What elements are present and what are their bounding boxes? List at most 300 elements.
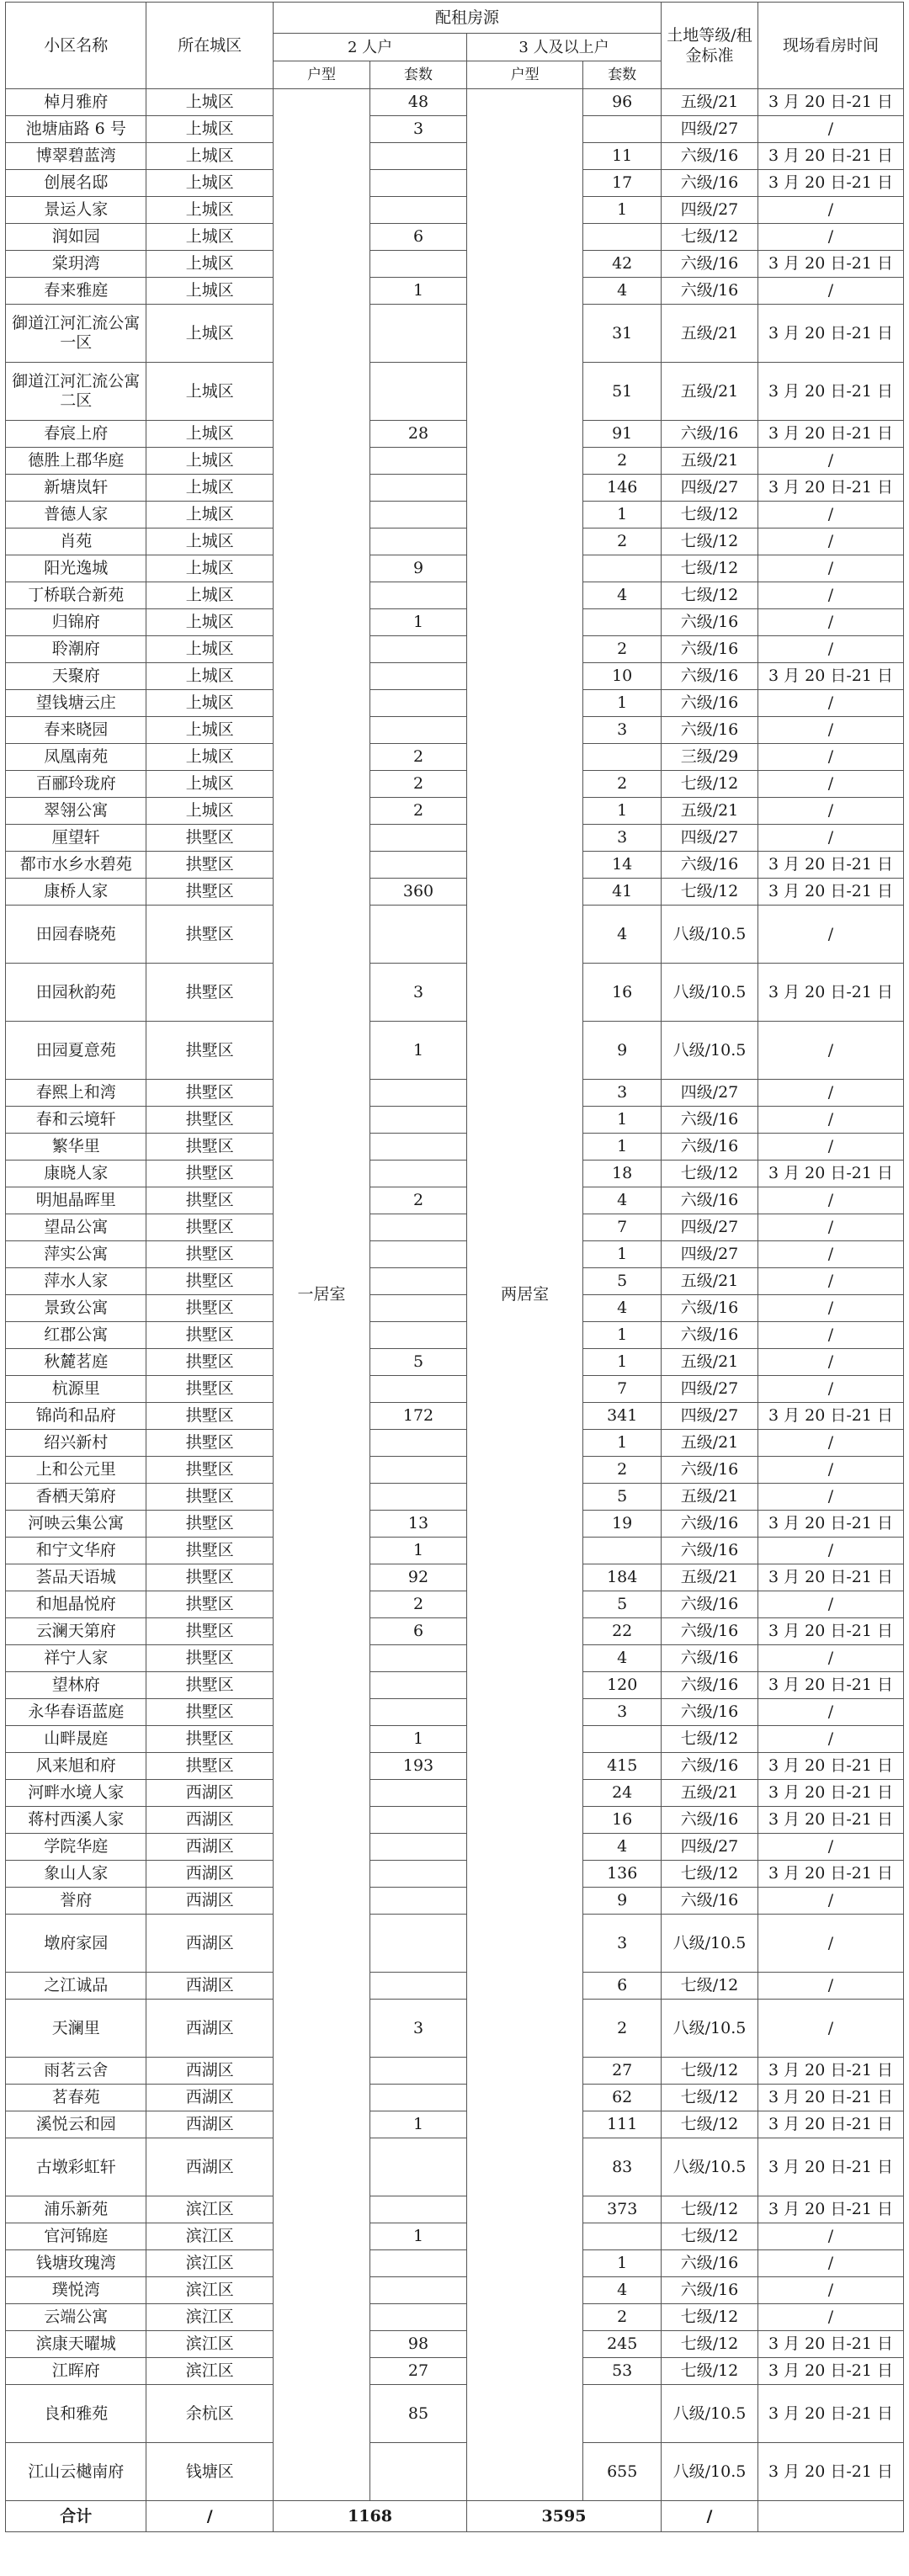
district-cell: 拱墅区 bbox=[146, 825, 274, 852]
district-cell: 拱墅区 bbox=[146, 1187, 274, 1214]
district-cell: 上城区 bbox=[146, 475, 274, 502]
three-plus-count: 4 bbox=[583, 1834, 662, 1861]
district-cell: 滨江区 bbox=[146, 2304, 274, 2331]
three-plus-count: 19 bbox=[583, 1511, 662, 1538]
district-cell: 拱墅区 bbox=[146, 1753, 274, 1780]
community-name: 春来雅庭 bbox=[6, 278, 146, 305]
table-row bbox=[6, 224, 904, 251]
community-name: 江山云樾南府 bbox=[6, 2443, 146, 2501]
two-person-count bbox=[370, 170, 467, 197]
land-grade-cell: 七级/12 bbox=[662, 2111, 758, 2138]
viewing-time-cell: 3 月 20 日-21 日 bbox=[758, 1861, 903, 1888]
table-row bbox=[6, 1645, 904, 1672]
community-name: 璞悦湾 bbox=[6, 2277, 146, 2304]
table-row bbox=[6, 1834, 904, 1861]
community-name: 肖苑 bbox=[6, 528, 146, 555]
header-unit-type-two: 户型 bbox=[274, 61, 370, 89]
land-grade-cell: 六级/16 bbox=[662, 1618, 758, 1645]
community-name: 官河锦庭 bbox=[6, 2223, 146, 2250]
land-grade-cell: 六级/16 bbox=[662, 852, 758, 879]
two-person-count bbox=[370, 1107, 467, 1134]
two-person-count bbox=[370, 582, 467, 609]
two-person-count: 172 bbox=[370, 1403, 467, 1430]
community-name: 江晖府 bbox=[6, 2358, 146, 2385]
land-grade-cell: 六级/16 bbox=[662, 663, 758, 690]
land-grade-cell: 八级/10.5 bbox=[662, 2138, 758, 2196]
two-person-count bbox=[370, 251, 467, 278]
community-name: 御道江河汇流公寓二区 bbox=[6, 363, 146, 421]
viewing-time-cell: / bbox=[758, 1973, 903, 2000]
district-cell: 西湖区 bbox=[146, 2085, 274, 2111]
district-cell: 上城区 bbox=[146, 224, 274, 251]
viewing-time-cell: / bbox=[758, 1888, 903, 1915]
viewing-time-cell: / bbox=[758, 906, 903, 964]
two-person-count bbox=[370, 1484, 467, 1511]
community-name: 云澜天第府 bbox=[6, 1618, 146, 1645]
district-cell: 拱墅区 bbox=[146, 1268, 274, 1295]
total-row bbox=[6, 2501, 904, 2532]
viewing-time-cell: / bbox=[758, 609, 903, 636]
district-cell: 西湖区 bbox=[146, 1807, 274, 1834]
two-person-count: 2 bbox=[370, 798, 467, 825]
two-person-count bbox=[370, 1780, 467, 1807]
table-row bbox=[6, 1538, 904, 1564]
table-row bbox=[6, 798, 904, 825]
two-person-count bbox=[370, 2443, 467, 2501]
land-grade-cell: 六级/16 bbox=[662, 421, 758, 448]
table-row bbox=[6, 2223, 904, 2250]
viewing-time-cell: 3 月 20 日-21 日 bbox=[758, 2385, 903, 2443]
land-grade-cell: 六级/16 bbox=[662, 690, 758, 717]
table-row bbox=[6, 1080, 904, 1107]
two-person-count bbox=[370, 502, 467, 528]
three-plus-count: 96 bbox=[583, 89, 662, 116]
district-cell: 上城区 bbox=[146, 305, 274, 363]
viewing-time-cell: / bbox=[758, 1322, 903, 1349]
three-plus-count: 51 bbox=[583, 363, 662, 421]
table-row bbox=[6, 1349, 904, 1376]
land-grade-cell: 七级/12 bbox=[662, 555, 758, 582]
land-grade-cell: 八级/10.5 bbox=[662, 906, 758, 964]
two-person-count: 1 bbox=[370, 1538, 467, 1564]
three-plus-count: 4 bbox=[583, 1295, 662, 1322]
table-row bbox=[6, 879, 904, 906]
land-grade-cell: 六级/16 bbox=[662, 1511, 758, 1538]
community-name: 春宸上府 bbox=[6, 421, 146, 448]
land-grade-cell: 六级/16 bbox=[662, 1134, 758, 1161]
viewing-time-cell: / bbox=[758, 1538, 903, 1564]
land-grade-cell: 六级/16 bbox=[662, 1322, 758, 1349]
header-count-two: 套数 bbox=[370, 61, 467, 89]
viewing-time-cell: / bbox=[758, 555, 903, 582]
viewing-time-cell: 3 月 20 日-21 日 bbox=[758, 2058, 903, 2085]
land-grade-cell: 七级/12 bbox=[662, 1161, 758, 1187]
viewing-time-cell: 3 月 20 日-21 日 bbox=[758, 1780, 903, 1807]
viewing-time-cell: / bbox=[758, 690, 903, 717]
viewing-time-cell: 3 月 20 日-21 日 bbox=[758, 475, 903, 502]
viewing-time-cell: / bbox=[758, 224, 903, 251]
three-plus-count: 4 bbox=[583, 1187, 662, 1214]
two-person-count bbox=[370, 1973, 467, 2000]
two-person-count: 13 bbox=[370, 1511, 467, 1538]
community-name: 田园春晓苑 bbox=[6, 906, 146, 964]
viewing-time-cell: 3 月 20 日-21 日 bbox=[758, 1564, 903, 1591]
district-cell: 拱墅区 bbox=[146, 906, 274, 964]
district-cell: 拱墅区 bbox=[146, 1538, 274, 1564]
header-unit-type-three: 户型 bbox=[466, 61, 582, 89]
community-name: 天澜里 bbox=[6, 2000, 146, 2058]
community-name: 红郡公寓 bbox=[6, 1322, 146, 1349]
table-row bbox=[6, 2000, 904, 2058]
three-plus-count: 2 bbox=[583, 636, 662, 663]
viewing-time-cell: 3 月 20 日-21 日 bbox=[758, 879, 903, 906]
table-row bbox=[6, 2304, 904, 2331]
table-row bbox=[6, 1973, 904, 2000]
two-person-count bbox=[370, 1376, 467, 1403]
three-plus-count: 2 bbox=[583, 1457, 662, 1484]
district-cell: 拱墅区 bbox=[146, 964, 274, 1022]
land-grade-cell: 六级/16 bbox=[662, 278, 758, 305]
land-grade-cell: 七级/12 bbox=[662, 582, 758, 609]
land-grade-cell: 七级/12 bbox=[662, 2304, 758, 2331]
viewing-time-cell: / bbox=[758, 1457, 903, 1484]
three-plus-count bbox=[583, 224, 662, 251]
two-person-count: 193 bbox=[370, 1753, 467, 1780]
district-cell: 上城区 bbox=[146, 771, 274, 798]
header-row-1 bbox=[6, 3, 904, 34]
district-cell: 拱墅区 bbox=[146, 1376, 274, 1403]
community-name: 景致公寓 bbox=[6, 1295, 146, 1322]
community-name: 上和公元里 bbox=[6, 1457, 146, 1484]
district-cell: 拱墅区 bbox=[146, 1430, 274, 1457]
land-grade-cell: 七级/12 bbox=[662, 2058, 758, 2085]
two-person-count bbox=[370, 1080, 467, 1107]
two-person-count: 48 bbox=[370, 89, 467, 116]
table-row bbox=[6, 1241, 904, 1268]
community-name: 溪悦云和园 bbox=[6, 2111, 146, 2138]
two-person-count bbox=[370, 1161, 467, 1187]
land-grade-cell: 六级/16 bbox=[662, 1591, 758, 1618]
three-plus-count: 3 bbox=[583, 1699, 662, 1726]
district-cell: 钱塘区 bbox=[146, 2443, 274, 2501]
community-name: 象山人家 bbox=[6, 1861, 146, 1888]
land-grade-cell: 六级/16 bbox=[662, 1699, 758, 1726]
community-name: 茗春苑 bbox=[6, 2085, 146, 2111]
community-name: 池塘庙路 6 号 bbox=[6, 116, 146, 143]
land-grade-cell: 五级/21 bbox=[662, 1268, 758, 1295]
district-cell: 拱墅区 bbox=[146, 1080, 274, 1107]
three-plus-count: 1 bbox=[583, 1241, 662, 1268]
three-plus-count: 42 bbox=[583, 251, 662, 278]
community-name: 博翠碧蓝湾 bbox=[6, 143, 146, 170]
district-cell: 拱墅区 bbox=[146, 1295, 274, 1322]
two-person-count bbox=[370, 852, 467, 879]
community-name: 阳光逸城 bbox=[6, 555, 146, 582]
district-cell: 上城区 bbox=[146, 421, 274, 448]
district-cell: 上城区 bbox=[146, 690, 274, 717]
district-cell: 滨江区 bbox=[146, 2277, 274, 2304]
viewing-time-cell: / bbox=[758, 1349, 903, 1376]
two-person-count bbox=[370, 825, 467, 852]
table-row bbox=[6, 2196, 904, 2223]
viewing-time-cell: / bbox=[758, 1187, 903, 1214]
three-plus-count: 1 bbox=[583, 1134, 662, 1161]
district-cell: 西湖区 bbox=[146, 1973, 274, 2000]
viewing-time-cell: / bbox=[758, 636, 903, 663]
viewing-time-cell: / bbox=[758, 825, 903, 852]
header-district: 所在城区 bbox=[146, 3, 274, 89]
two-person-count bbox=[370, 1241, 467, 1268]
viewing-time-cell: 3 月 20 日-21 日 bbox=[758, 2085, 903, 2111]
district-cell: 上城区 bbox=[146, 116, 274, 143]
three-plus-count: 373 bbox=[583, 2196, 662, 2223]
district-cell: 拱墅区 bbox=[146, 1403, 274, 1430]
district-cell: 拱墅区 bbox=[146, 1591, 274, 1618]
community-name: 河畔水境人家 bbox=[6, 1780, 146, 1807]
viewing-time-cell: / bbox=[758, 2223, 903, 2250]
community-name: 丁桥联合新苑 bbox=[6, 582, 146, 609]
three-plus-count: 120 bbox=[583, 1672, 662, 1699]
district-cell: 拱墅区 bbox=[146, 1349, 274, 1376]
land-grade-cell: 五级/21 bbox=[662, 448, 758, 475]
viewing-time-cell: / bbox=[758, 278, 903, 305]
two-person-count bbox=[370, 1915, 467, 1973]
land-grade-cell: 七级/12 bbox=[662, 224, 758, 251]
table-row bbox=[6, 1861, 904, 1888]
table-row bbox=[6, 1187, 904, 1214]
district-cell: 拱墅区 bbox=[146, 1564, 274, 1591]
viewing-time-cell: / bbox=[758, 1295, 903, 1322]
community-name: 创展名邸 bbox=[6, 170, 146, 197]
three-plus-count: 9 bbox=[583, 1888, 662, 1915]
two-person-count bbox=[370, 1672, 467, 1699]
total-three-count: 3595 bbox=[466, 2501, 661, 2532]
two-person-count bbox=[370, 448, 467, 475]
three-plus-count: 2 bbox=[583, 2000, 662, 2058]
land-grade-cell: 七级/12 bbox=[662, 528, 758, 555]
table-row bbox=[6, 1376, 904, 1403]
header-three-plus: 3 人及以上户 bbox=[466, 34, 661, 61]
header-viewing-time: 现场看房时间 bbox=[758, 3, 903, 89]
viewing-time-cell: / bbox=[758, 1022, 903, 1080]
land-grade-cell: 七级/12 bbox=[662, 2358, 758, 2385]
district-cell: 上城区 bbox=[146, 663, 274, 690]
community-name: 风来旭和府 bbox=[6, 1753, 146, 1780]
district-cell: 拱墅区 bbox=[146, 1022, 274, 1080]
two-person-count bbox=[370, 663, 467, 690]
community-name: 荟品天语城 bbox=[6, 1564, 146, 1591]
land-grade-cell: 七级/12 bbox=[662, 2085, 758, 2111]
district-cell: 上城区 bbox=[146, 170, 274, 197]
viewing-time-cell: / bbox=[758, 1134, 903, 1161]
community-name: 萍水人家 bbox=[6, 1268, 146, 1295]
viewing-time-cell: 3 月 20 日-21 日 bbox=[758, 143, 903, 170]
two-person-count bbox=[370, 2058, 467, 2085]
two-person-count: 27 bbox=[370, 2358, 467, 2385]
community-name: 归锦府 bbox=[6, 609, 146, 636]
land-grade-cell: 六级/16 bbox=[662, 2277, 758, 2304]
community-name: 和宁文华府 bbox=[6, 1538, 146, 1564]
three-plus-count: 111 bbox=[583, 2111, 662, 2138]
land-grade-cell: 六级/16 bbox=[662, 1807, 758, 1834]
district-cell: 上城区 bbox=[146, 528, 274, 555]
viewing-time-cell: / bbox=[758, 197, 903, 224]
viewing-time-cell: / bbox=[758, 1834, 903, 1861]
table-body bbox=[6, 89, 904, 2501]
viewing-time-cell: / bbox=[758, 1484, 903, 1511]
two-person-count bbox=[370, 143, 467, 170]
three-plus-count: 2 bbox=[583, 2304, 662, 2331]
land-grade-cell: 六级/16 bbox=[662, 717, 758, 744]
table-row bbox=[6, 1322, 904, 1349]
community-name: 天聚府 bbox=[6, 663, 146, 690]
district-cell: 滨江区 bbox=[146, 2250, 274, 2277]
three-plus-count bbox=[583, 2385, 662, 2443]
table-row bbox=[6, 305, 904, 363]
land-grade-cell: 六级/16 bbox=[662, 1753, 758, 1780]
land-grade-cell: 七级/12 bbox=[662, 1726, 758, 1753]
land-grade-cell: 四级/27 bbox=[662, 825, 758, 852]
community-name: 良和雅苑 bbox=[6, 2385, 146, 2443]
table-row bbox=[6, 1022, 904, 1080]
viewing-time-cell: / bbox=[758, 1645, 903, 1672]
land-grade-cell: 六级/16 bbox=[662, 1645, 758, 1672]
two-person-count: 92 bbox=[370, 1564, 467, 1591]
viewing-time-cell: / bbox=[758, 448, 903, 475]
table-row bbox=[6, 636, 904, 663]
three-plus-count bbox=[583, 1538, 662, 1564]
land-grade-cell: 六级/16 bbox=[662, 2250, 758, 2277]
table-row bbox=[6, 1753, 904, 1780]
land-grade-cell: 七级/12 bbox=[662, 879, 758, 906]
land-grade-cell: 五级/21 bbox=[662, 1564, 758, 1591]
district-cell: 上城区 bbox=[146, 798, 274, 825]
viewing-time-cell: 3 月 20 日-21 日 bbox=[758, 1807, 903, 1834]
community-name: 蒋村西溪人家 bbox=[6, 1807, 146, 1834]
table-row bbox=[6, 1484, 904, 1511]
table-row bbox=[6, 1403, 904, 1430]
district-cell: 滨江区 bbox=[146, 2358, 274, 2385]
district-cell: 滨江区 bbox=[146, 2331, 274, 2358]
table-row bbox=[6, 852, 904, 879]
total-label: 合计 bbox=[6, 2501, 146, 2532]
land-grade-cell: 四级/27 bbox=[662, 1241, 758, 1268]
district-cell: 拱墅区 bbox=[146, 1322, 274, 1349]
viewing-time-cell: 3 月 20 日-21 日 bbox=[758, 305, 903, 363]
header-land-grade: 土地等级/租金标准 bbox=[662, 3, 758, 89]
header-name: 小区名称 bbox=[6, 3, 146, 89]
community-name: 锦尚和品府 bbox=[6, 1403, 146, 1430]
total-district: / bbox=[146, 2501, 274, 2532]
two-person-count bbox=[370, 197, 467, 224]
three-plus-count: 53 bbox=[583, 2358, 662, 2385]
three-plus-count: 16 bbox=[583, 1807, 662, 1834]
table-row bbox=[6, 2085, 904, 2111]
viewing-time-cell: 3 月 20 日-21 日 bbox=[758, 363, 903, 421]
three-plus-count: 17 bbox=[583, 170, 662, 197]
land-grade-cell: 五级/21 bbox=[662, 1484, 758, 1511]
table-row bbox=[6, 448, 904, 475]
viewing-time-cell: 3 月 20 日-21 日 bbox=[758, 2443, 903, 2501]
viewing-time-cell: / bbox=[758, 1699, 903, 1726]
three-plus-count: 184 bbox=[583, 1564, 662, 1591]
land-grade-cell: 七级/12 bbox=[662, 2196, 758, 2223]
viewing-time-cell: / bbox=[758, 502, 903, 528]
district-cell: 上城区 bbox=[146, 609, 274, 636]
land-grade-cell: 四级/27 bbox=[662, 197, 758, 224]
total-land: / bbox=[662, 2501, 758, 2532]
community-name: 望林府 bbox=[6, 1672, 146, 1699]
table-row bbox=[6, 2385, 904, 2443]
two-person-count: 360 bbox=[370, 879, 467, 906]
community-name: 棠玥湾 bbox=[6, 251, 146, 278]
table-row bbox=[6, 1134, 904, 1161]
community-name: 御道江河汇流公寓一区 bbox=[6, 305, 146, 363]
table-row bbox=[6, 1888, 904, 1915]
land-grade-cell: 六级/16 bbox=[662, 170, 758, 197]
land-grade-cell: 六级/16 bbox=[662, 251, 758, 278]
two-person-count: 3 bbox=[370, 2000, 467, 2058]
community-name: 翠翎公寓 bbox=[6, 798, 146, 825]
three-plus-count: 136 bbox=[583, 1861, 662, 1888]
district-cell: 西湖区 bbox=[146, 2138, 274, 2196]
table-row bbox=[6, 2443, 904, 2501]
three-plus-count bbox=[583, 744, 662, 771]
district-cell: 西湖区 bbox=[146, 1888, 274, 1915]
three-plus-count: 7 bbox=[583, 1214, 662, 1241]
viewing-time-cell: / bbox=[758, 2304, 903, 2331]
table-row bbox=[6, 251, 904, 278]
three-plus-count: 5 bbox=[583, 1484, 662, 1511]
community-name: 德胜上郡华庭 bbox=[6, 448, 146, 475]
two-person-count bbox=[370, 1430, 467, 1457]
viewing-time-cell: / bbox=[758, 1080, 903, 1107]
two-person-count: 2 bbox=[370, 744, 467, 771]
two-person-count bbox=[370, 1295, 467, 1322]
community-name: 田园夏意苑 bbox=[6, 1022, 146, 1080]
three-plus-count: 4 bbox=[583, 1645, 662, 1672]
two-person-count bbox=[370, 1834, 467, 1861]
land-grade-cell: 七级/12 bbox=[662, 2331, 758, 2358]
land-grade-cell: 六级/16 bbox=[662, 636, 758, 663]
table-row bbox=[6, 1591, 904, 1618]
three-plus-count: 341 bbox=[583, 1403, 662, 1430]
table-row bbox=[6, 116, 904, 143]
land-grade-cell: 五级/21 bbox=[662, 1430, 758, 1457]
land-grade-cell: 八级/10.5 bbox=[662, 964, 758, 1022]
viewing-time-cell: 3 月 20 日-21 日 bbox=[758, 2138, 903, 2196]
viewing-time-cell: / bbox=[758, 1214, 903, 1241]
viewing-time-cell: / bbox=[758, 2000, 903, 2058]
district-cell: 西湖区 bbox=[146, 1780, 274, 1807]
three-plus-count: 3 bbox=[583, 717, 662, 744]
viewing-time-cell: / bbox=[758, 116, 903, 143]
two-person-count: 28 bbox=[370, 421, 467, 448]
two-person-count bbox=[370, 690, 467, 717]
two-person-count: 5 bbox=[370, 1349, 467, 1376]
viewing-time-cell: / bbox=[758, 744, 903, 771]
table-row bbox=[6, 170, 904, 197]
total-viewing bbox=[758, 2501, 903, 2532]
land-grade-cell: 六级/16 bbox=[662, 1538, 758, 1564]
land-grade-cell: 四级/27 bbox=[662, 1080, 758, 1107]
land-grade-cell: 五级/21 bbox=[662, 89, 758, 116]
land-grade-cell: 五级/21 bbox=[662, 305, 758, 363]
viewing-time-cell: / bbox=[758, 1107, 903, 1134]
three-plus-count: 5 bbox=[583, 1268, 662, 1295]
two-person-count bbox=[370, 2277, 467, 2304]
two-person-count bbox=[370, 2196, 467, 2223]
